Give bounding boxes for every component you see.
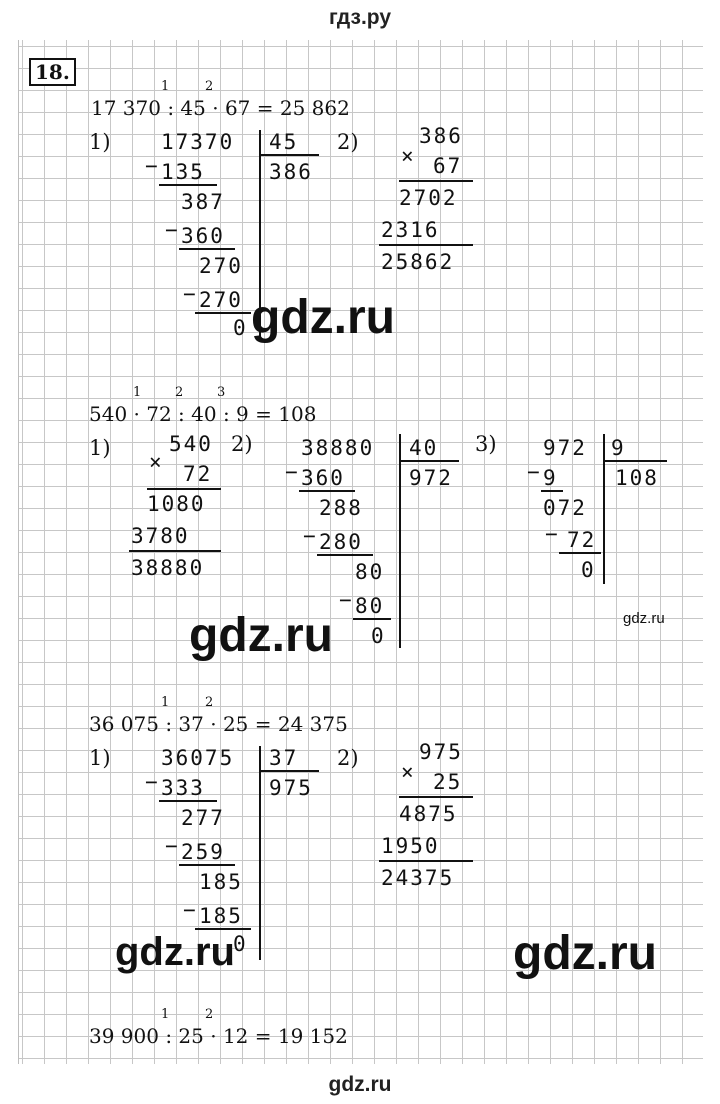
underline	[379, 860, 473, 862]
underline	[399, 796, 473, 798]
minus-sign: −	[183, 282, 196, 306]
dividend: 972	[543, 436, 587, 460]
underline	[179, 864, 235, 866]
underline	[179, 248, 235, 250]
partial-product: 1950	[381, 834, 440, 858]
minus-sign: −	[183, 898, 196, 922]
expression-2: 540 · 72 : 40 : 9 = 108	[89, 402, 317, 426]
order-mark: 3	[217, 385, 226, 400]
quotient: 108	[615, 466, 659, 490]
partial-product: 4875	[399, 802, 458, 826]
divisor-line	[399, 460, 459, 462]
division-bar	[399, 434, 401, 648]
divisor: 37	[269, 746, 299, 770]
quotient: 975	[269, 776, 313, 800]
underline	[147, 488, 221, 490]
order-mark: 1	[161, 695, 170, 710]
remainder: 80	[355, 560, 385, 584]
minus-sign: −	[339, 588, 352, 612]
divisor-line	[259, 154, 319, 156]
step-label: 1)	[89, 746, 111, 770]
remainder: 0	[371, 624, 386, 648]
subtrahend: 333	[161, 776, 205, 800]
underline	[299, 490, 355, 492]
step-label: 1)	[89, 130, 111, 154]
remainder: 0	[233, 932, 248, 956]
divisor: 9	[611, 436, 626, 460]
order-mark: 2	[205, 1007, 214, 1022]
expression-4: 39 900 : 25 · 12 = 19 152	[89, 1024, 348, 1048]
partial-product: 2702	[399, 186, 458, 210]
minus-sign: −	[527, 460, 540, 484]
partial-product: 2316	[381, 218, 440, 242]
order-mark: 1	[161, 1007, 170, 1022]
subtrahend: 360	[301, 466, 345, 490]
watermark: gdz.ru	[115, 930, 235, 974]
minus-sign: −	[145, 154, 158, 178]
watermark: gdz.ru	[189, 609, 333, 662]
step-label: 2)	[337, 746, 359, 770]
partial-product: 3780	[131, 524, 190, 548]
subtrahend: 259	[181, 840, 225, 864]
underline	[129, 550, 221, 552]
minus-sign: −	[545, 522, 558, 546]
product: 38880	[131, 556, 205, 580]
subtrahend: 280	[319, 530, 363, 554]
dividend: 17370	[161, 130, 235, 154]
underline	[379, 244, 473, 246]
site-footer: gdz.ru	[328, 1073, 392, 1096]
underline	[195, 312, 251, 314]
underline	[353, 618, 391, 620]
divisor: 40	[409, 436, 439, 460]
order-mark: 2	[205, 79, 214, 94]
remainder: 277	[181, 806, 225, 830]
division-bar	[259, 746, 261, 960]
subtrahend: 185	[199, 904, 243, 928]
underline	[159, 184, 217, 186]
watermark: gdz.ru	[513, 927, 657, 980]
remainder: 072	[543, 496, 587, 520]
remainder: 0	[581, 558, 596, 582]
factor: 72	[183, 462, 213, 486]
minus-sign: −	[165, 218, 178, 242]
site-header: гдз.ру	[328, 6, 392, 29]
remainder: 0	[233, 316, 248, 340]
remainder: 270	[199, 254, 243, 278]
subtrahend: 9	[543, 466, 558, 490]
minus-sign: −	[285, 460, 298, 484]
underline	[541, 490, 563, 492]
divisor-line	[259, 770, 319, 772]
step-label: 3)	[475, 432, 497, 456]
subtrahend: 270	[199, 288, 243, 312]
factor: 386	[419, 124, 463, 148]
step-label: 2)	[231, 432, 253, 456]
minus-sign: −	[145, 770, 158, 794]
watermark: gdz.ru	[623, 610, 665, 627]
division-bar	[603, 434, 605, 584]
order-mark: 2	[175, 385, 184, 400]
subtrahend: 80	[355, 594, 385, 618]
expression-1: 17 370 : 45 · 67 = 25 862	[91, 96, 350, 120]
order-mark: 1	[161, 79, 170, 94]
task-number: 18.	[29, 58, 76, 86]
remainder: 387	[181, 190, 225, 214]
quotient: 386	[269, 160, 313, 184]
expression-3: 36 075 : 37 · 25 = 24 375	[89, 712, 348, 736]
underline	[399, 180, 473, 182]
times-sign: ×	[149, 450, 162, 474]
underline	[559, 552, 601, 554]
factor: 67	[433, 154, 463, 178]
factor: 540	[169, 432, 213, 456]
factor: 975	[419, 740, 463, 764]
minus-sign: −	[165, 834, 178, 858]
subtrahend: 135	[161, 160, 205, 184]
product: 24375	[381, 866, 455, 890]
underline	[159, 800, 217, 802]
divisor: 45	[269, 130, 299, 154]
subtrahend: 360	[181, 224, 225, 248]
underline	[317, 554, 373, 556]
divisor-line	[603, 460, 667, 462]
watermark: gdz.ru	[251, 291, 395, 344]
times-sign: ×	[401, 760, 414, 784]
factor: 25	[433, 770, 463, 794]
step-label: 1)	[89, 436, 111, 460]
order-mark: 1	[133, 385, 142, 400]
quotient: 972	[409, 466, 453, 490]
order-mark: 2	[205, 695, 214, 710]
partial-product: 1080	[147, 492, 206, 516]
dividend: 38880	[301, 436, 375, 460]
subtrahend: 72	[567, 528, 597, 552]
times-sign: ×	[401, 144, 414, 168]
step-label: 2)	[337, 130, 359, 154]
notebook-sheet	[18, 40, 703, 1064]
product: 25862	[381, 250, 455, 274]
dividend: 36075	[161, 746, 235, 770]
minus-sign: −	[303, 524, 316, 548]
remainder: 288	[319, 496, 363, 520]
remainder: 185	[199, 870, 243, 894]
